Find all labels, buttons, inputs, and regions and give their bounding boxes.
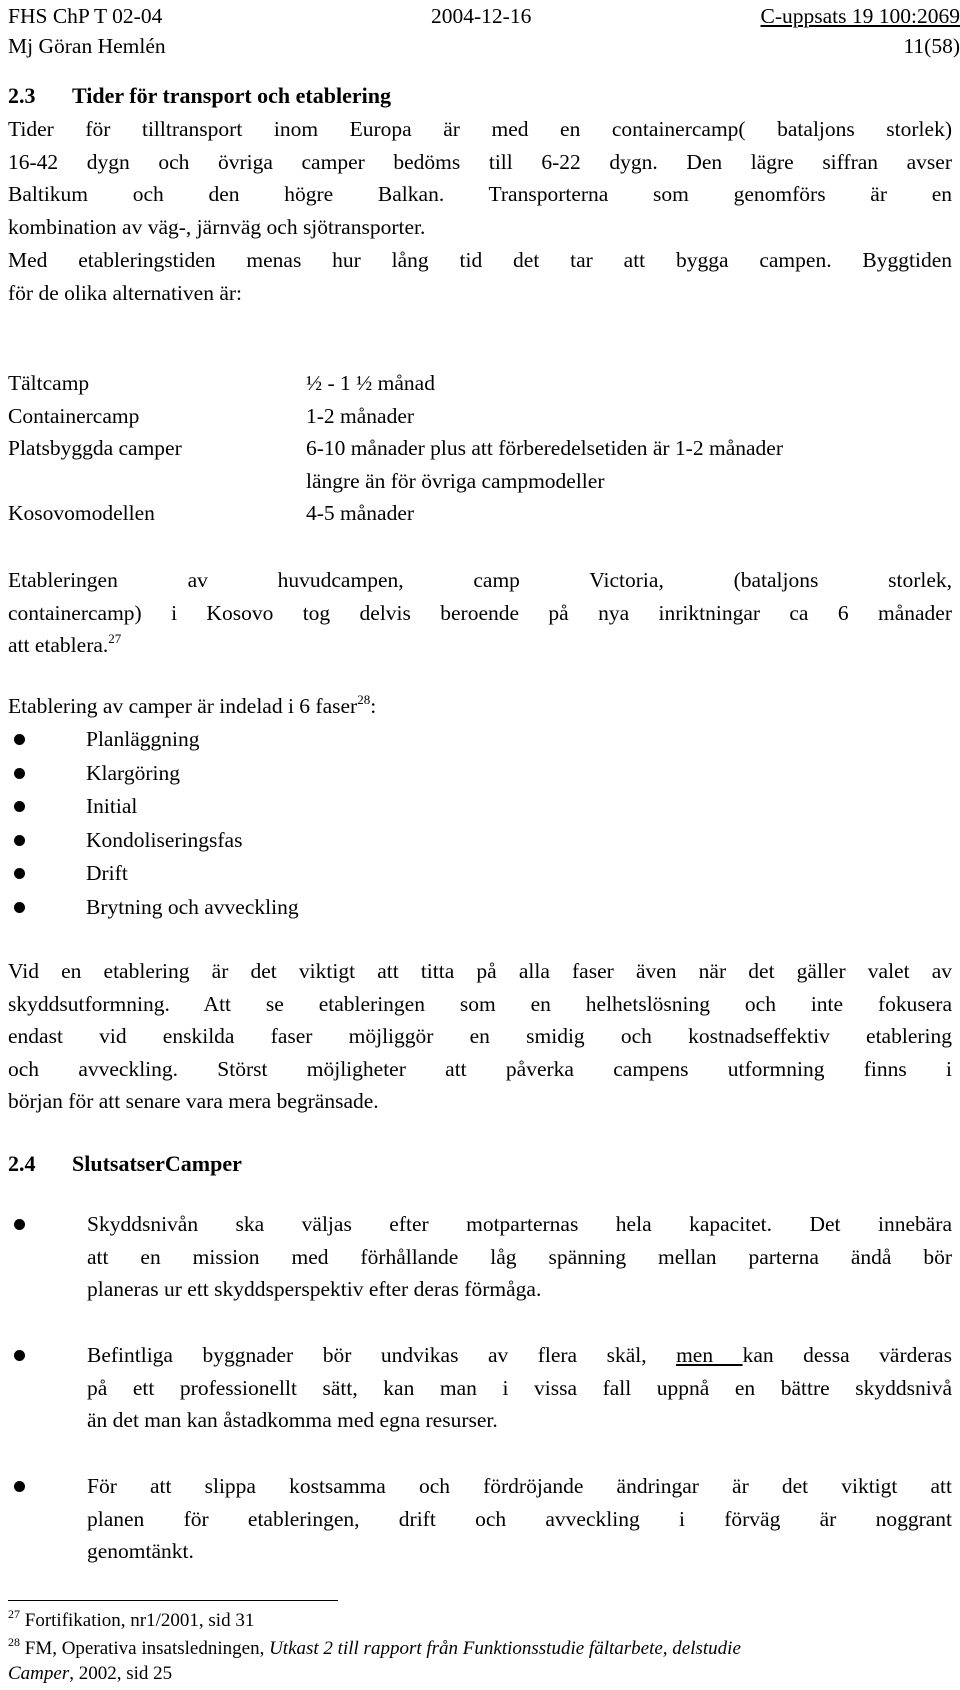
bullet-icon [8, 757, 86, 791]
bullet-icon [8, 1339, 87, 1437]
text-line: Vid en etablering är det viktigt att titta på alla faser även när det gäller valet av [8, 959, 952, 983]
text-line: planeras ur ett skyddsperspektiv efter deras förmåga. [87, 1277, 542, 1301]
text-line: att en mission med förhållande låg spänning mellan parterna ändå bör [87, 1244, 952, 1269]
conclusion-item [8, 1208, 952, 1306]
footnote-ref-27: 27 [108, 631, 122, 646]
paragraph-camp-victoria [8, 564, 952, 662]
conclusion-item [8, 1339, 952, 1437]
footnote-ref-28: 28 [357, 692, 371, 707]
text-line: planen för etableringen, drift och avveckling i förväg är noggrant [87, 1506, 952, 1531]
paragraph-phases-importance [8, 955, 952, 1118]
section-heading-2-4 [8, 1148, 242, 1181]
build-time-table [8, 367, 952, 530]
table-row [8, 367, 952, 400]
build-time: 4-5 månader [306, 501, 415, 525]
list-item: Klargöring [8, 757, 952, 791]
build-time: 1-2 månader [306, 403, 415, 428]
text-line: att etablera.$^{27}$ [8, 631, 122, 657]
build-time-line: 6-10 månader plus att förberedelsetiden är 1-2 månader [306, 436, 783, 460]
phases-intro: Etablering av camper är indelad i 6 faser$^{28}$: [8, 692, 377, 718]
bullet-icon [8, 1470, 87, 1568]
camp-type: Platsbyggda camper [8, 436, 182, 460]
section-number: 2.3 [8, 83, 36, 108]
bullet-icon [8, 857, 86, 891]
section-title: SlutsatserCamper [72, 1151, 242, 1176]
header-thesis-id: C-uppsats 19 100:2069 [760, 4, 960, 28]
section-title: Tider för transport och etablering [72, 83, 391, 108]
list-item: Initial [8, 790, 952, 824]
header-author: Mj Göran Hemlén [8, 34, 166, 58]
text-line: Etableringen av huvudcampen, camp Victoria, (bataljons storlek, [8, 568, 952, 592]
text-line: endast vid enskilda faser möjliggör en smidig och kostnadseffektiv etablering [8, 1024, 952, 1048]
text-line: För att slippa kostsamma och fördröjande ändringar är det viktigt att [87, 1474, 952, 1498]
text-line: och avveckling. Störst möjligheter att påverka campens utformning finns i [8, 1056, 952, 1081]
bullet-icon [8, 891, 86, 925]
build-time: ½ - 1 ½ månad [306, 371, 435, 395]
footnote-separator [8, 1600, 338, 1601]
paragraph-establishment-time [8, 244, 952, 309]
table-row [8, 497, 952, 530]
footnote-28: $^{28}$ FM, Operativa insatsledningen, Utkast 2 till rapport från Funktionsstudie fältarbete, delstudie Camper, 2002, sid 25 [8, 1635, 741, 1684]
text-line: containercamp) i Kosovo tog delvis beroende på nya inriktningar ca 6 månader [8, 600, 952, 625]
text-line: 16-42 dygn och övriga camper bedöms till 6-22 dygn. Den lägre siffran avser [8, 149, 952, 174]
text-line: Baltikum och den högre Balkan. Transporterna som genomförs är en [8, 182, 952, 206]
camp-type: Containercamp [8, 403, 140, 428]
text-line: för de olika alternativen är: [8, 280, 243, 305]
footnote-27: $^{27}$ Fortifikation, nr1/2001, sid 31 [8, 1607, 255, 1631]
build-time [306, 432, 952, 497]
section-number: 2.4 [8, 1151, 36, 1176]
text-line: skyddsutformning. Att se etableringen som en helhetslösning och inte fokusera [8, 991, 952, 1016]
header-page-number: 11(58) [903, 34, 960, 58]
text-line: kombination av väg-, järnväg och sjötransporter. [8, 214, 426, 239]
build-time-line: längre än för övriga campmodeller [306, 468, 605, 493]
text-line: Befintliga byggnader bör undvikas av flera skäl, men kan dessa värderas [87, 1343, 952, 1367]
header-date: 2004-12-16 [431, 4, 532, 28]
text-line: genomtänkt. [87, 1539, 194, 1563]
list-item: Drift [8, 857, 952, 891]
table-row [8, 432, 952, 497]
text-line: på ett professionellt sätt, kan man i vissa fall uppnå en bättre skyddsnivå [87, 1375, 952, 1400]
phases-list [8, 723, 952, 924]
camp-type: Kosovomodellen [8, 501, 155, 525]
header-doc-id: FHS ChP T 02-04 [8, 4, 163, 28]
paragraph-transport-times [8, 113, 952, 243]
list-item: Brytning och avveckling [8, 891, 952, 925]
bullet-icon [8, 723, 86, 757]
bullet-icon [8, 824, 86, 858]
bullet-icon [8, 790, 86, 824]
text-line: början för att senare vara mera begränsade. [8, 1089, 379, 1113]
bullet-icon [8, 1208, 87, 1306]
camp-type: Tältcamp [8, 371, 90, 395]
table-row [8, 400, 952, 433]
list-item: Kondoliseringsfas [8, 824, 952, 858]
text-line: än det man kan åstadkomma med egna resurser. [87, 1408, 498, 1432]
list-item: Planläggning [8, 723, 952, 757]
text-line: Tider för tilltransport inom Europa är med en containercamp( bataljons storlek) [8, 117, 952, 141]
text-line: Skyddsnivån ska väljas efter motparternas hela kapacitet. Det innebära [87, 1212, 952, 1236]
conclusion-item [8, 1470, 952, 1568]
text-line: Med etableringstiden menas hur lång tid det tar att bygga campen. Byggtiden [8, 248, 952, 272]
section-heading-2-3 [8, 80, 391, 113]
